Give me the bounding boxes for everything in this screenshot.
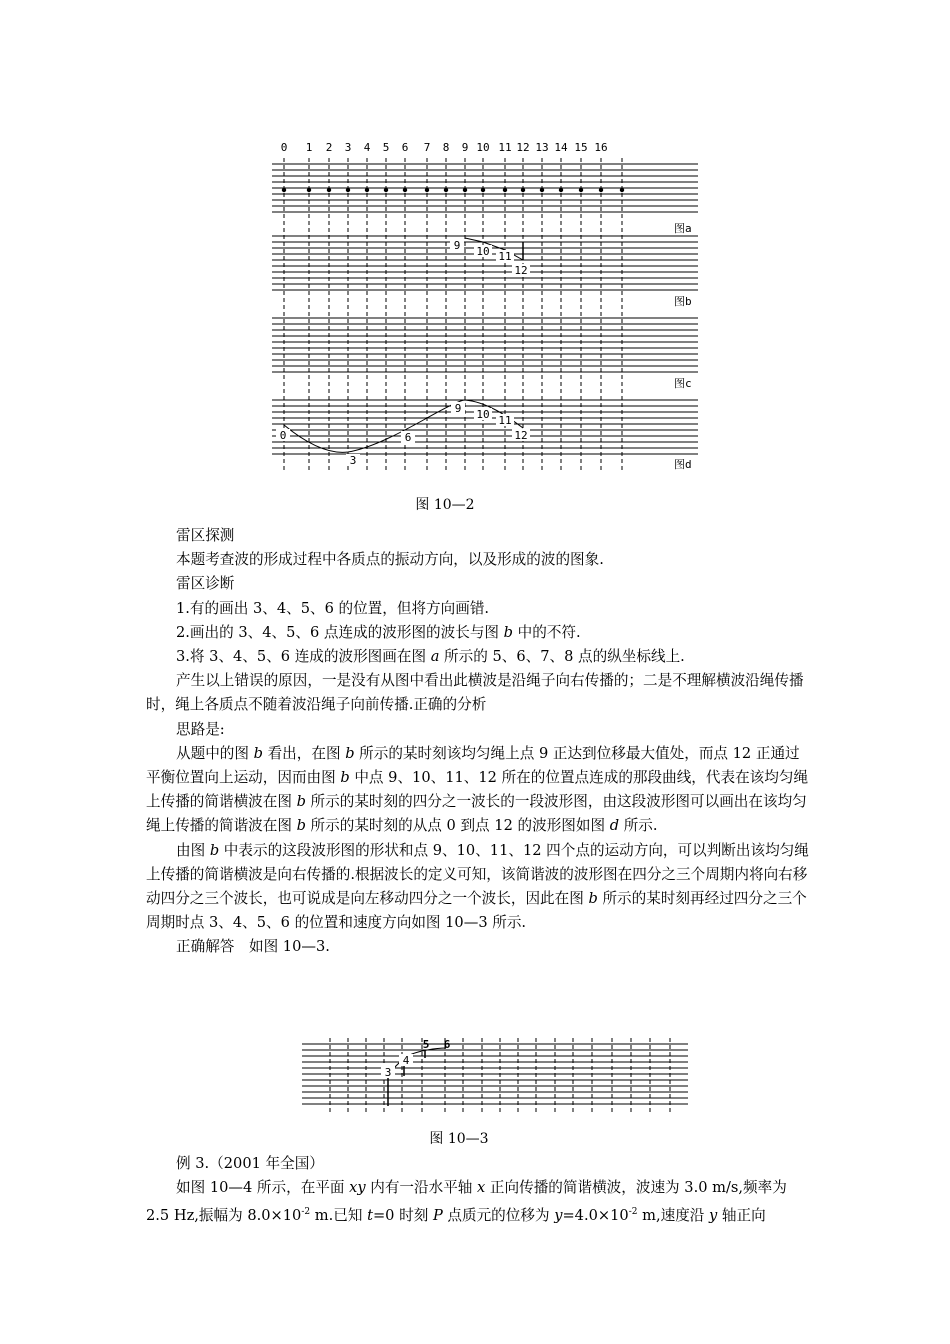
fig3-horizontal-lines	[302, 1044, 688, 1104]
vertical-dashed-lines	[284, 158, 622, 470]
panel-a-point	[365, 188, 369, 192]
panel-d-wave	[276, 400, 530, 467]
panel-b-point-label: 10	[476, 245, 490, 258]
figure-10-3-caption: 图 10—3	[429, 1131, 489, 1147]
panel-c-label: 图c	[674, 377, 692, 390]
top-label: 9	[461, 141, 469, 154]
fig3-wave	[381, 1038, 451, 1106]
panel-a-label: 图a	[674, 222, 692, 235]
top-label: 4	[363, 141, 371, 154]
panel-b-curve	[465, 238, 523, 260]
figure-10-3	[300, 1036, 690, 1114]
figure-10-2-caption: 图 10—2	[415, 497, 475, 513]
panel-a-point	[307, 188, 311, 192]
top-label: 16	[594, 141, 608, 154]
panel-b-point-label: 12	[514, 264, 528, 277]
top-label: 15	[574, 141, 588, 154]
fig3-point-label: 6	[443, 1038, 451, 1051]
panel-a-point	[481, 188, 485, 192]
example-title: 例 3.（2001 年全国）	[176, 1155, 324, 1172]
top-label: 11	[498, 141, 512, 154]
panel-d-point-label: 11	[498, 414, 512, 427]
panel-b-wave	[450, 238, 530, 277]
panel-a-point	[503, 188, 507, 192]
top-label: 6	[401, 141, 409, 154]
panel-a-point	[282, 188, 286, 192]
example-body: 如图 10—4 所示，在平面 xy 内有一沿水平轴 x 正向传播的简谐横波，波速为 3.0 m/s,频率为 2.5 Hz,振幅为 $8.0\times 10^{-2}$ m.已知 t=0 时刻 P 点质元的位移为 $y=4.0\times 10^{-2}$ m,速度沿 y 轴正向	[146, 1179, 787, 1225]
panel-a-point	[444, 188, 448, 192]
figure-10-2	[262, 138, 712, 478]
section-body: 本题考查波的形成过程中各质点的振动方向，以及形成的波的图象.	[176, 551, 604, 569]
section-title: 雷区探测	[176, 527, 235, 544]
diagnosis-item: 2.画出的 3、4、5、6 点连成的波形图的波长与图 b 中的不符.	[176, 623, 581, 641]
top-labels	[281, 141, 608, 154]
top-label: 1	[305, 141, 313, 154]
panel-a-point	[579, 188, 583, 192]
top-label: 0	[280, 141, 288, 154]
top-label: 14	[554, 141, 568, 154]
top-label: 3	[344, 141, 352, 154]
panel-a-point	[346, 188, 350, 192]
top-label: 12	[516, 141, 530, 154]
answer-line: 正确解答 如图 10—3.	[176, 938, 330, 956]
panel-d-label: 图d	[674, 458, 692, 471]
section-title: 雷区诊断	[176, 575, 235, 593]
panel-a-point	[384, 188, 388, 192]
panel-d-point-label: 6	[404, 431, 412, 444]
panel-a-point	[403, 188, 407, 192]
reason-paragraph: 产生以上错误的原因，一是没有从图中看出此横波是沿绳子向右传播的；二是不理解横波沿绳传播时，绳上各质点不随着波沿绳子向前传播.正确的分析	[146, 672, 804, 714]
top-label: 5	[382, 141, 390, 154]
top-label: 10	[476, 141, 490, 154]
text-block-2	[146, 1152, 810, 1228]
panel-a-point	[599, 188, 603, 192]
top-label: 8	[442, 141, 450, 154]
panel-d-point-label: 0	[279, 429, 287, 442]
panel-b-label: 图b	[674, 295, 692, 308]
fig3-point-label: 5	[422, 1038, 430, 1051]
diagnosis-item: 3.将 3、4、5、6 连成的波形图画在图 a 所示的 5、6、7、8 点的纵坐标线上.	[176, 648, 685, 666]
panel-b-point-label: 9	[453, 239, 461, 252]
analysis-paragraph-1: 从题中的图 b 看出，在图 b 所示的某时刻该均匀绳上点 9 正达到位移最大值处，而点 12 正通过平衡位置向上运动，因而由图 b 中点 9、10、11、12 所在的位置点连成的那段曲线，代表在该均匀绳上传播的简谐横波在图 b 所示的某时刻的四分之一波长的一段波形图，由这段波形图可以画出在该均匀绳上传播的简谐波在图 b 所示的某时刻的从点 0 到点 12 的波形图如图 d 所示.	[146, 744, 809, 835]
analysis-paragraph-2: 由图 b 中表示的这段波形图的形状和点 9、10、11、12 四个点的运动方向，可以判断出该均匀绳上传播的简谐横波是向右传播的.根据波长的定义可知，该简谐波的波形图在四分之三个周期内将向右移动四分之三个波长，也可说成是向左移动四分之一个波长，因此在图 b 所示的某时刻再经过四分之三个周期时点 3、4、5、6 的位置和速度方向如图 10—3 所示.	[146, 841, 809, 932]
panel-a-point	[559, 188, 563, 192]
panel-d-point-label: 12	[514, 429, 528, 442]
fig3-point-label: 4	[402, 1054, 410, 1067]
text-block-1	[146, 524, 810, 960]
top-label: 7	[423, 141, 431, 154]
top-label: 2	[325, 141, 333, 154]
panel-a-point	[540, 188, 544, 192]
panel-d-point-label: 9	[454, 402, 462, 415]
panel-a-point	[620, 188, 624, 192]
panel-b-point-label: 11	[498, 250, 512, 263]
diagnosis-item: 1.有的画出 3、4、5、6 的位置，但将方向画错.	[176, 599, 490, 617]
panel-d-point-label: 10	[476, 408, 490, 421]
panel-a-point	[521, 188, 525, 192]
thinking-title: 思路是:	[176, 720, 225, 738]
panel-a-point	[463, 188, 467, 192]
fig3-point-label: 3	[384, 1066, 392, 1079]
panel-a-point	[327, 188, 331, 192]
top-label: 13	[535, 141, 549, 154]
panel-d-point-label: 3	[349, 454, 357, 467]
panel-a-point	[425, 188, 429, 192]
